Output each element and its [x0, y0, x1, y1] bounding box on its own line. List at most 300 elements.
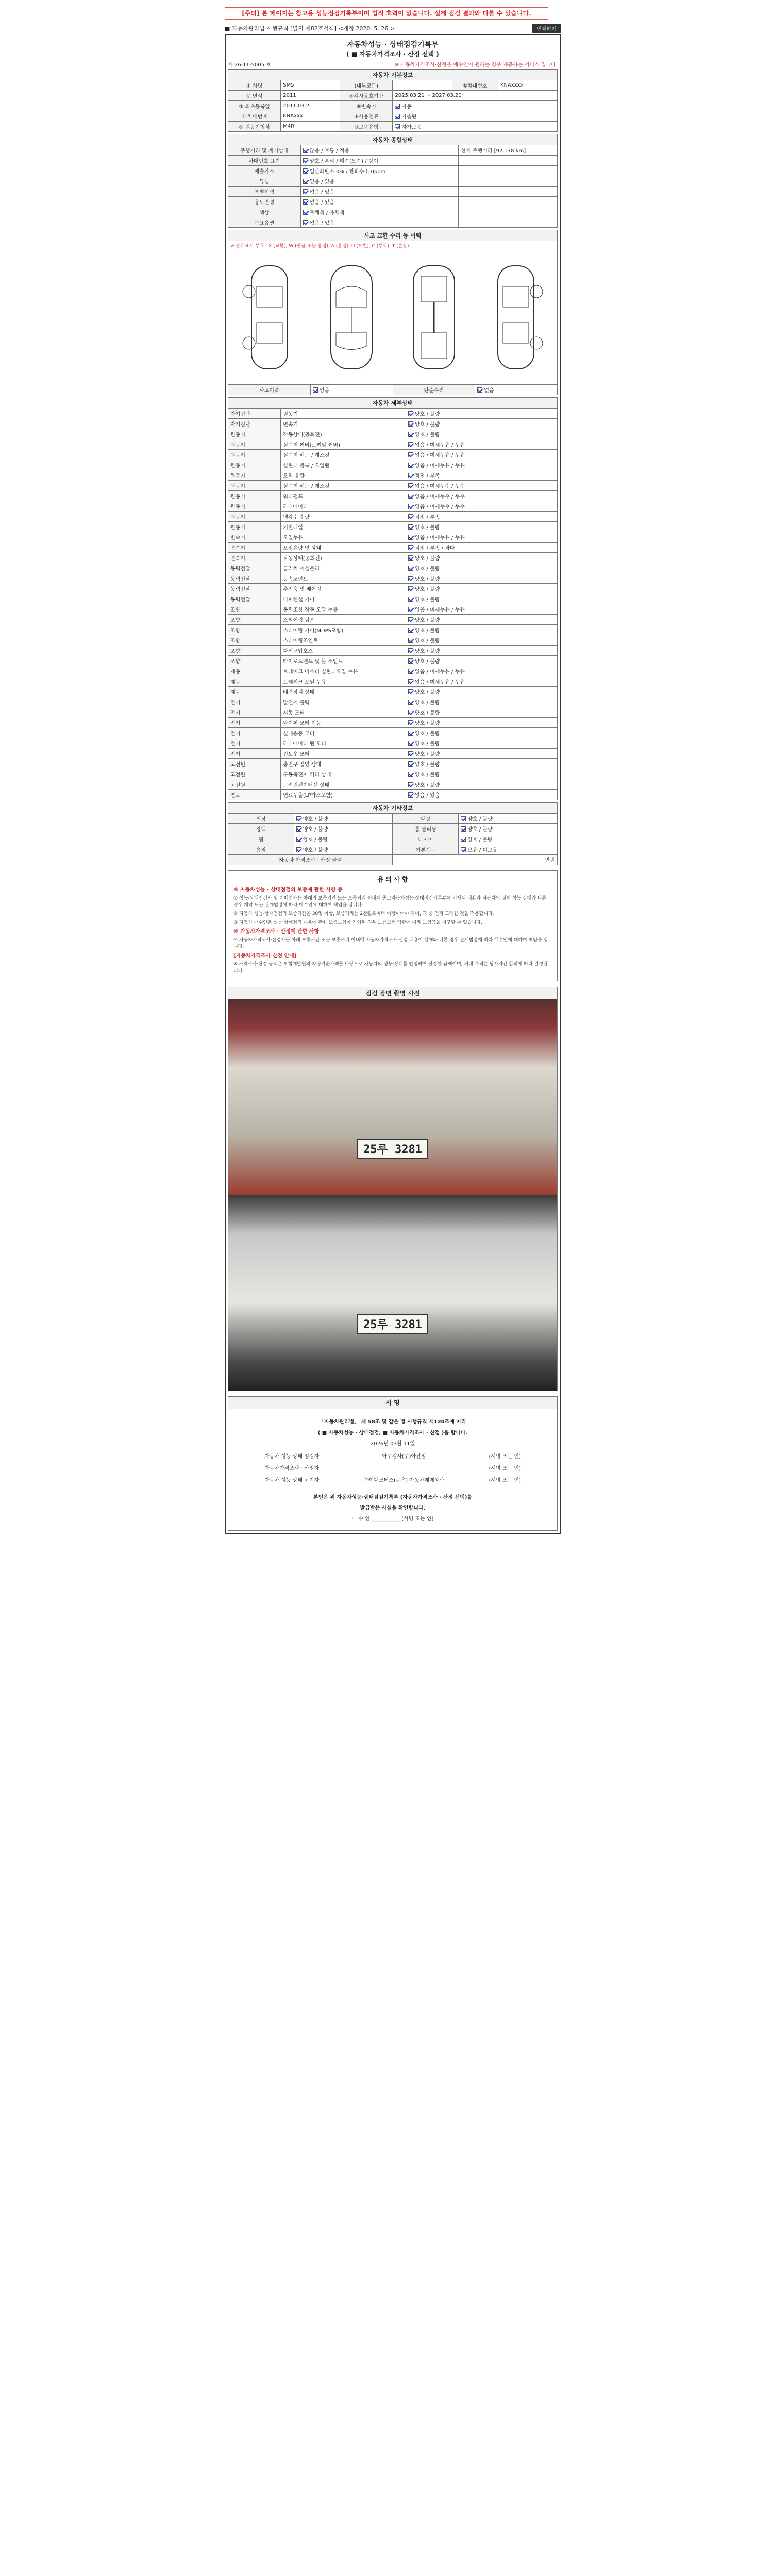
table-row: [228, 439, 558, 450]
front-car-photo: [228, 999, 558, 1195]
detail-state-text: 양호 / 불량: [415, 700, 440, 706]
license-plate-front: 25루 3281: [357, 1139, 428, 1159]
detail-group: 조향: [228, 656, 281, 666]
detail-state: [406, 409, 558, 419]
detail-group: 자기진단: [228, 419, 281, 429]
detail-group: 조향: [228, 625, 281, 635]
table-row: [228, 666, 558, 676]
signer-mark: (서명 또는 인): [489, 1478, 521, 1483]
note: [459, 207, 558, 217]
detail-item: 동력조향 작동 오일 누유: [281, 604, 406, 615]
label: 사고이력: [228, 385, 311, 395]
checkbox-icon: [408, 514, 413, 519]
notice-paragraph: ※ 가격조사·산정 금액은 보험개발원의 차량기준가액을 바탕으로 자동차의 성능·상태를 반영하여 산정한 금액이며, 거래 가격은 당사자간 합의에 따라 결정됩니다.: [233, 962, 548, 974]
detail-state: [406, 707, 558, 718]
checkbox-icon: [408, 586, 413, 591]
table-row: [228, 419, 558, 429]
value: [393, 80, 452, 91]
detail-state-text: 양호 / 불량: [415, 577, 440, 582]
label: 주행거리 및 계기상태: [228, 145, 301, 156]
checkbox-icon: [408, 524, 413, 530]
table-row: [228, 779, 558, 790]
checkbox-icon: [296, 847, 301, 852]
value: [294, 824, 393, 834]
detail-state-text: 적정 / 부족 / 과다: [415, 546, 455, 551]
car-underbody-icon: [400, 261, 467, 374]
detail-state-text: 양호 / 불량: [415, 659, 440, 665]
table-row: [228, 814, 558, 824]
detail-state-text: 없음 / 미세누유 / 누유: [415, 453, 465, 459]
table-row: [228, 718, 558, 728]
detail-state: [406, 501, 558, 512]
table-row: [228, 460, 558, 470]
value: [300, 166, 459, 176]
detail-state-text: 없음 / 미세누유 / 누유: [415, 463, 465, 469]
table-row: [228, 532, 558, 543]
detail-state: [406, 419, 558, 429]
table-row: [228, 676, 558, 687]
detail-state-text: 양호 / 불량: [415, 731, 440, 737]
detail-item: 실린더 커버(로커암 커버): [281, 439, 406, 450]
value: [300, 156, 459, 166]
table-row: [228, 122, 558, 132]
checkbox-icon: [395, 104, 400, 109]
notice-subheading: ※ 자동차가격조사 · 산정에 관한 사항: [233, 929, 320, 935]
checkbox-icon: [408, 411, 413, 416]
detail-group: 고전원: [228, 759, 281, 769]
detail-state-text: 양호 / 불량: [415, 566, 440, 572]
table-row: [228, 834, 558, 844]
detail-group: 원동기: [228, 501, 281, 512]
detail-item: 작동상태(공회전): [281, 429, 406, 439]
detail-item: 스티어링 펌프: [281, 615, 406, 625]
detail-group: 전기: [228, 728, 281, 738]
detail-group: 조향: [228, 635, 281, 646]
checkbox-icon: [313, 387, 318, 393]
section-extra: 자동차 기타정보: [228, 803, 558, 814]
checkbox-icon: [408, 731, 413, 736]
detail-state: [406, 439, 558, 450]
detail-state-text: 양호 / 불량: [415, 432, 440, 438]
value-text: 없음 / 있음: [309, 200, 334, 206]
detail-group: 변속기: [228, 553, 281, 563]
notice-paragraph: ③ 자동차 매수인은 성능·상태점검 내용에 관한 보증보험에 가입된 경우 보증보험 약관에 따라 보험금을 청구할 수 있습니다.: [233, 920, 482, 925]
photos-title: 점검 장면 촬영 사진: [228, 987, 558, 999]
label: 외장: [228, 814, 294, 824]
label: 주요옵션: [228, 217, 301, 228]
checkbox-icon: [408, 638, 413, 643]
detail-state-text: 양호 / 불량: [415, 628, 440, 634]
detail-item: 발전기 출력: [281, 697, 406, 707]
label: 내장: [393, 814, 459, 824]
table-row: [228, 156, 558, 166]
value: [294, 814, 393, 824]
value-text: 보유 / 미보유: [467, 848, 498, 853]
value-text: 양호 / 불량: [303, 827, 328, 833]
detail-item: 커먼레일: [281, 522, 406, 532]
detail-state-text: 양호 / 불량: [415, 638, 440, 644]
detail-item: 작동상태(공회전): [281, 553, 406, 563]
extra-info-table: [228, 802, 558, 865]
detail-group: 연료: [228, 790, 281, 800]
checkbox-icon: [408, 555, 413, 561]
checkbox-icon: [408, 710, 413, 715]
detail-group: 원동기: [228, 481, 281, 491]
checkbox-icon: [477, 387, 482, 393]
detail-group: 원동기: [228, 522, 281, 532]
checkbox-icon: [408, 421, 413, 427]
sign-line-2: ( ■ 자동차성능 · 상태점검, ■ 자동차가격조사 · 산정 )을 합니다.: [317, 1430, 468, 1436]
table-row: [228, 584, 558, 594]
note: [459, 166, 558, 176]
detail-rows: [228, 409, 558, 800]
detail-state: [406, 759, 558, 769]
detail-state: [406, 646, 558, 656]
detail-state-text: 양호 / 불량: [415, 741, 440, 747]
signer-row: [233, 1473, 552, 1485]
rear-car-photo: [228, 1195, 558, 1391]
label: 단순수리: [393, 385, 475, 395]
value-text: 없음: [319, 388, 330, 394]
detail-state: [406, 615, 558, 625]
detail-group: 변속기: [228, 532, 281, 543]
detail-state: [406, 635, 558, 646]
checkbox-icon: [408, 442, 413, 447]
accident-table: [228, 230, 558, 250]
detail-item: 실린더 헤드 / 개스킷: [281, 481, 406, 491]
value: [300, 217, 459, 228]
checkbox-icon: [408, 535, 413, 540]
table-row: [228, 429, 558, 439]
checkbox-icon: [303, 189, 308, 194]
table-row: [228, 80, 558, 91]
table-row: [228, 207, 558, 217]
value: [300, 197, 459, 207]
checkbox-icon: [408, 566, 413, 571]
checkbox-icon: [408, 504, 413, 509]
detail-item: 변속기: [281, 419, 406, 429]
signer-name: ㈜현대모터스(동은) 자동차매매상사: [363, 1478, 444, 1483]
detail-state: [406, 738, 558, 749]
detail-group: 전기: [228, 738, 281, 749]
table-row: [228, 176, 558, 187]
detail-state-text: 양호 / 불량: [415, 752, 440, 757]
table-row: [228, 522, 558, 532]
label: 특별이력: [228, 187, 301, 197]
label: 타이어: [393, 834, 459, 844]
table-row: [228, 573, 558, 584]
table-row: [228, 646, 558, 656]
detail-state-text: 양호 / 불량: [415, 587, 440, 592]
detail-state: [406, 687, 558, 697]
detail-group: 동력전달: [228, 594, 281, 604]
detail-state-text: 없음 / 있음: [415, 793, 440, 799]
value: KNAxxx: [281, 111, 340, 122]
table-row: [228, 844, 558, 855]
table-row: [228, 91, 558, 101]
value: [393, 101, 558, 111]
table-row: [228, 697, 558, 707]
value-text: 자동: [401, 104, 412, 110]
notice-paragraph: ② 자동차 성능·상태점검의 보증기간은 30일 이상, 보증거리는 2천킬로미터 이상이어야 하며, 그 중 먼저 도래한 것을 적용합니다.: [233, 911, 494, 917]
detail-state-text: 양호 / 불량: [415, 690, 440, 696]
detail-state: [406, 656, 558, 666]
detail-state: [406, 450, 558, 460]
buyer-signature: 매 수 인 ___________ (서명 또는 인): [351, 1516, 434, 1522]
value-text: 양호 / 불량: [467, 827, 493, 833]
detail-state: [406, 676, 558, 687]
signer-row: [233, 1450, 552, 1462]
warning-banner: [주의] 본 페이지는 참고용 성능점검기록부이며 법적 효력이 없습니다. 실제 점검 결과와 다를 수 있습니다.: [225, 7, 548, 20]
checkbox-icon: [408, 597, 413, 602]
detail-item: 브레이크 오일 누유: [281, 676, 406, 687]
detail-item: 배력장치 상태: [281, 687, 406, 697]
table-row: [228, 604, 558, 615]
detail-state-text: 없음 / 미세누수 / 누수: [415, 504, 465, 510]
label: 휠: [228, 834, 294, 844]
detail-state-text: 양호 / 불량: [415, 649, 440, 654]
detail-item: 추진축 및 베어링: [281, 584, 406, 594]
accident-legend: ※ 상태표시 부호 : X (교환), W (판금 또는 용접), A (흠집), U (요철), C (부식), T (손상): [228, 241, 558, 250]
table-row: [228, 470, 558, 481]
detail-group: 동력전달: [228, 573, 281, 584]
detail-state-text: 없음 / 미세누유 / 누유: [415, 443, 465, 448]
value: [300, 207, 459, 217]
detail-item: 파워고압호스: [281, 646, 406, 656]
table-row: [228, 728, 558, 738]
signer-row: [233, 1462, 552, 1473]
label: 튜닝: [228, 176, 301, 187]
table-row: [228, 501, 558, 512]
detail-item: 클러치 어셈블리: [281, 563, 406, 573]
detail-group: 조향: [228, 646, 281, 656]
detail-state: [406, 522, 558, 532]
document-number: 제 26-11-5005 호: [228, 62, 271, 68]
note: [459, 176, 558, 187]
section-detail: 자동차 세부상태: [228, 398, 558, 409]
checkbox-icon: [296, 837, 301, 842]
value: [459, 844, 558, 855]
car-top-icon: [318, 261, 385, 374]
table-row: [228, 187, 558, 197]
detail-state: [406, 604, 558, 615]
table-row: [228, 145, 558, 156]
sign-title: 서 명: [228, 1396, 558, 1409]
detail-state-text: 없음 / 미세누유 / 누유: [415, 535, 465, 541]
detail-item: 스티어링조인트: [281, 635, 406, 646]
signer-role: 자동차 성능·상태 점검자: [264, 1454, 320, 1460]
checkbox-icon: [408, 700, 413, 705]
checkbox-icon: [303, 148, 308, 153]
value-text: 양호 / 불량: [303, 848, 328, 853]
value: [310, 385, 393, 395]
detail-group: 고전원: [228, 769, 281, 779]
overall-condition-table: [228, 134, 558, 228]
detail-state-text: 없음 / 미세누수 / 누수: [415, 484, 465, 489]
checkbox-icon: [408, 452, 413, 457]
detail-group: 원동기: [228, 460, 281, 470]
detail-group: 원동기: [228, 439, 281, 450]
checkbox-icon: [461, 837, 466, 842]
detail-state: [406, 594, 558, 604]
detail-item: 원동기: [281, 409, 406, 419]
detail-group: 조향: [228, 604, 281, 615]
checkbox-icon: [408, 648, 413, 653]
label: 룸 클리닝: [393, 824, 459, 834]
car-side-left-icon: [236, 261, 303, 374]
detail-state: [406, 543, 558, 553]
table-row: [228, 615, 558, 625]
detail-item: 냉각수 수량: [281, 512, 406, 522]
table-row: [228, 166, 558, 176]
value-text: 일산화탄소 0% / 탄화수소 0ppm: [309, 169, 386, 175]
inspection-document: [225, 23, 561, 2282]
accident-summary: [228, 384, 558, 395]
detail-state: [406, 584, 558, 594]
detail-item: 라디에이터 팬 모터: [281, 738, 406, 749]
table-row: [228, 101, 558, 111]
value: [393, 122, 558, 132]
value: M4R: [281, 122, 340, 132]
table-row: [228, 635, 558, 646]
table-row: [228, 450, 558, 460]
detail-state: [406, 481, 558, 491]
detail-state-text: 양호 / 불량: [415, 525, 440, 531]
table-row: [228, 759, 558, 769]
checkbox-icon: [408, 432, 413, 437]
detail-item: 실내송풍 모터: [281, 728, 406, 738]
table-row: [228, 385, 558, 395]
table-row: [228, 481, 558, 491]
detail-group: 동력전달: [228, 584, 281, 594]
signer-name: 아주검사(주)아진점: [382, 1454, 426, 1460]
section-overall: 자동차 종합상태: [228, 134, 558, 145]
detail-item: 와이퍼 모터 기능: [281, 718, 406, 728]
checkbox-icon: [408, 669, 413, 674]
detail-state-text: 없음 / 미세누유 / 누유: [415, 680, 465, 685]
checkbox-icon: [461, 847, 466, 852]
notice-paragraph: ① 성능·상태점검자 및 매매업자는 아래의 보증기간 또는 보증거리 이내에 중고자동차성능·상태점검기록부에 기재된 내용과 자동차의 실제 성능·상태가 다른 경우 계약 또는 관계법령에 따라 매수인에 대하여 책임을 집니다.: [233, 896, 547, 908]
table-row: [228, 707, 558, 718]
detail-state-text: 양호 / 불량: [415, 422, 440, 428]
signature-section: [228, 1409, 558, 1531]
value-text: 많음 / 보통 / 적음: [309, 148, 349, 154]
detail-item: 오일유량 및 상태: [281, 543, 406, 553]
detail-group: 전기: [228, 749, 281, 759]
detail-item: 타이로드엔드 및 볼 조인트: [281, 656, 406, 666]
checkbox-icon: [303, 179, 308, 184]
value: [393, 111, 558, 122]
label: ② 연식: [228, 91, 281, 101]
table-row: [228, 738, 558, 749]
car-diagrams: [228, 250, 558, 384]
value: 2011.03.21: [281, 101, 340, 111]
detail-state-text: 없음 / 미세누유 / 누유: [415, 669, 465, 675]
note: [459, 217, 558, 228]
checkbox-icon: [408, 792, 413, 798]
detail-state: [406, 512, 558, 522]
detail-group: 원동기: [228, 429, 281, 439]
value: [300, 187, 459, 197]
value-text: 양호 / 불량: [467, 837, 493, 843]
checkbox-icon: [408, 751, 413, 756]
note: [459, 156, 558, 166]
checkbox-icon: [408, 607, 413, 612]
detail-item: 오일 유량: [281, 470, 406, 481]
checkbox-icon: [461, 826, 466, 832]
checkbox-icon: [408, 772, 413, 777]
detail-item: 실린더 블록 / 오일팬: [281, 460, 406, 470]
detail-state: [406, 625, 558, 635]
checkbox-icon: [408, 617, 413, 622]
checkbox-icon: [461, 816, 466, 821]
detail-state: [406, 553, 558, 563]
buyer-line-1: 본인은 위 자동차성능·상태점검기록부 (자동차가격조사 · 산정 선택)를: [313, 1495, 473, 1500]
note: 현재 주행거리 [92,178 km]: [459, 145, 558, 156]
table-row: [228, 790, 558, 800]
detail-state-text: 양호 / 불량: [415, 618, 440, 623]
document-title: 자동차성능 · 상태점검기록부: [347, 41, 439, 49]
table-row: [228, 563, 558, 573]
table-row: [228, 594, 558, 604]
service-note: ※ 자동차가격조사·산정은 매수인이 원하는 경우 제공하는 서비스 입니다.: [394, 62, 558, 68]
value-text: 양호 / 불량: [303, 837, 328, 843]
detail-state: [406, 790, 558, 800]
label: 유리: [228, 844, 294, 855]
detail-item: 구동축전지 격리 상태: [281, 769, 406, 779]
print-button[interactable]: 인쇄하기: [532, 24, 561, 33]
label: ① 차명: [228, 80, 281, 91]
form-header-text: ■ 자동차관리법 시행규칙 [별지 제82호서식] <개정 2020. 5. 26.>: [225, 25, 395, 32]
value-text: 없음: [484, 388, 494, 394]
detail-state-text: 없음 / 미세누수 / 누수: [415, 494, 465, 500]
notice-subheading: ※ 자동차성능 · 상태점검의 보증에 관한 사항 등: [233, 887, 343, 893]
detail-group: 원동기: [228, 450, 281, 460]
checkbox-icon: [408, 720, 413, 725]
license-plate-rear: 25루 3281: [357, 1314, 428, 1334]
notice-subheading: [자동차가격조사 산정 안내]: [233, 953, 297, 959]
checkbox-icon: [408, 628, 413, 633]
detail-item: 고전원전기배선 상태: [281, 779, 406, 790]
notice-title: 유 의 사 항: [377, 876, 408, 883]
label: ⑤ 원동기형식: [228, 122, 281, 132]
label: ⑨사용연료: [340, 111, 393, 122]
table-row: [228, 111, 558, 122]
section-accident: 사고 교환 수리 등 이력: [228, 230, 558, 241]
section-basic: 자동차 기본정보: [228, 70, 558, 80]
value: [300, 176, 459, 187]
checkbox-icon: [408, 782, 413, 787]
detail-state-text: 양호 / 불량: [415, 597, 440, 603]
value: [475, 385, 558, 395]
checkbox-icon: [408, 741, 413, 746]
checkbox-icon: [408, 689, 413, 694]
value: 만원: [393, 855, 558, 865]
checkbox-icon: [408, 545, 413, 550]
label: ④ 차대번호: [228, 111, 281, 122]
detail-state: [406, 470, 558, 481]
table-row: [228, 491, 558, 501]
detail-item: 스티어링 기어(MDPS포함): [281, 625, 406, 635]
detail-state: [406, 697, 558, 707]
detail-state-text: 없음 / 미세누유 / 누유: [415, 607, 465, 613]
checkbox-icon: [408, 473, 413, 478]
table-row: [228, 197, 558, 207]
detail-group: 제동: [228, 687, 281, 697]
label: 용도변경: [228, 197, 301, 207]
value: [294, 834, 393, 844]
sign-line-1: 「자동차관리법」 제 58조 및 같은 법 시행규칙 제120조에 따라: [319, 1419, 466, 1425]
